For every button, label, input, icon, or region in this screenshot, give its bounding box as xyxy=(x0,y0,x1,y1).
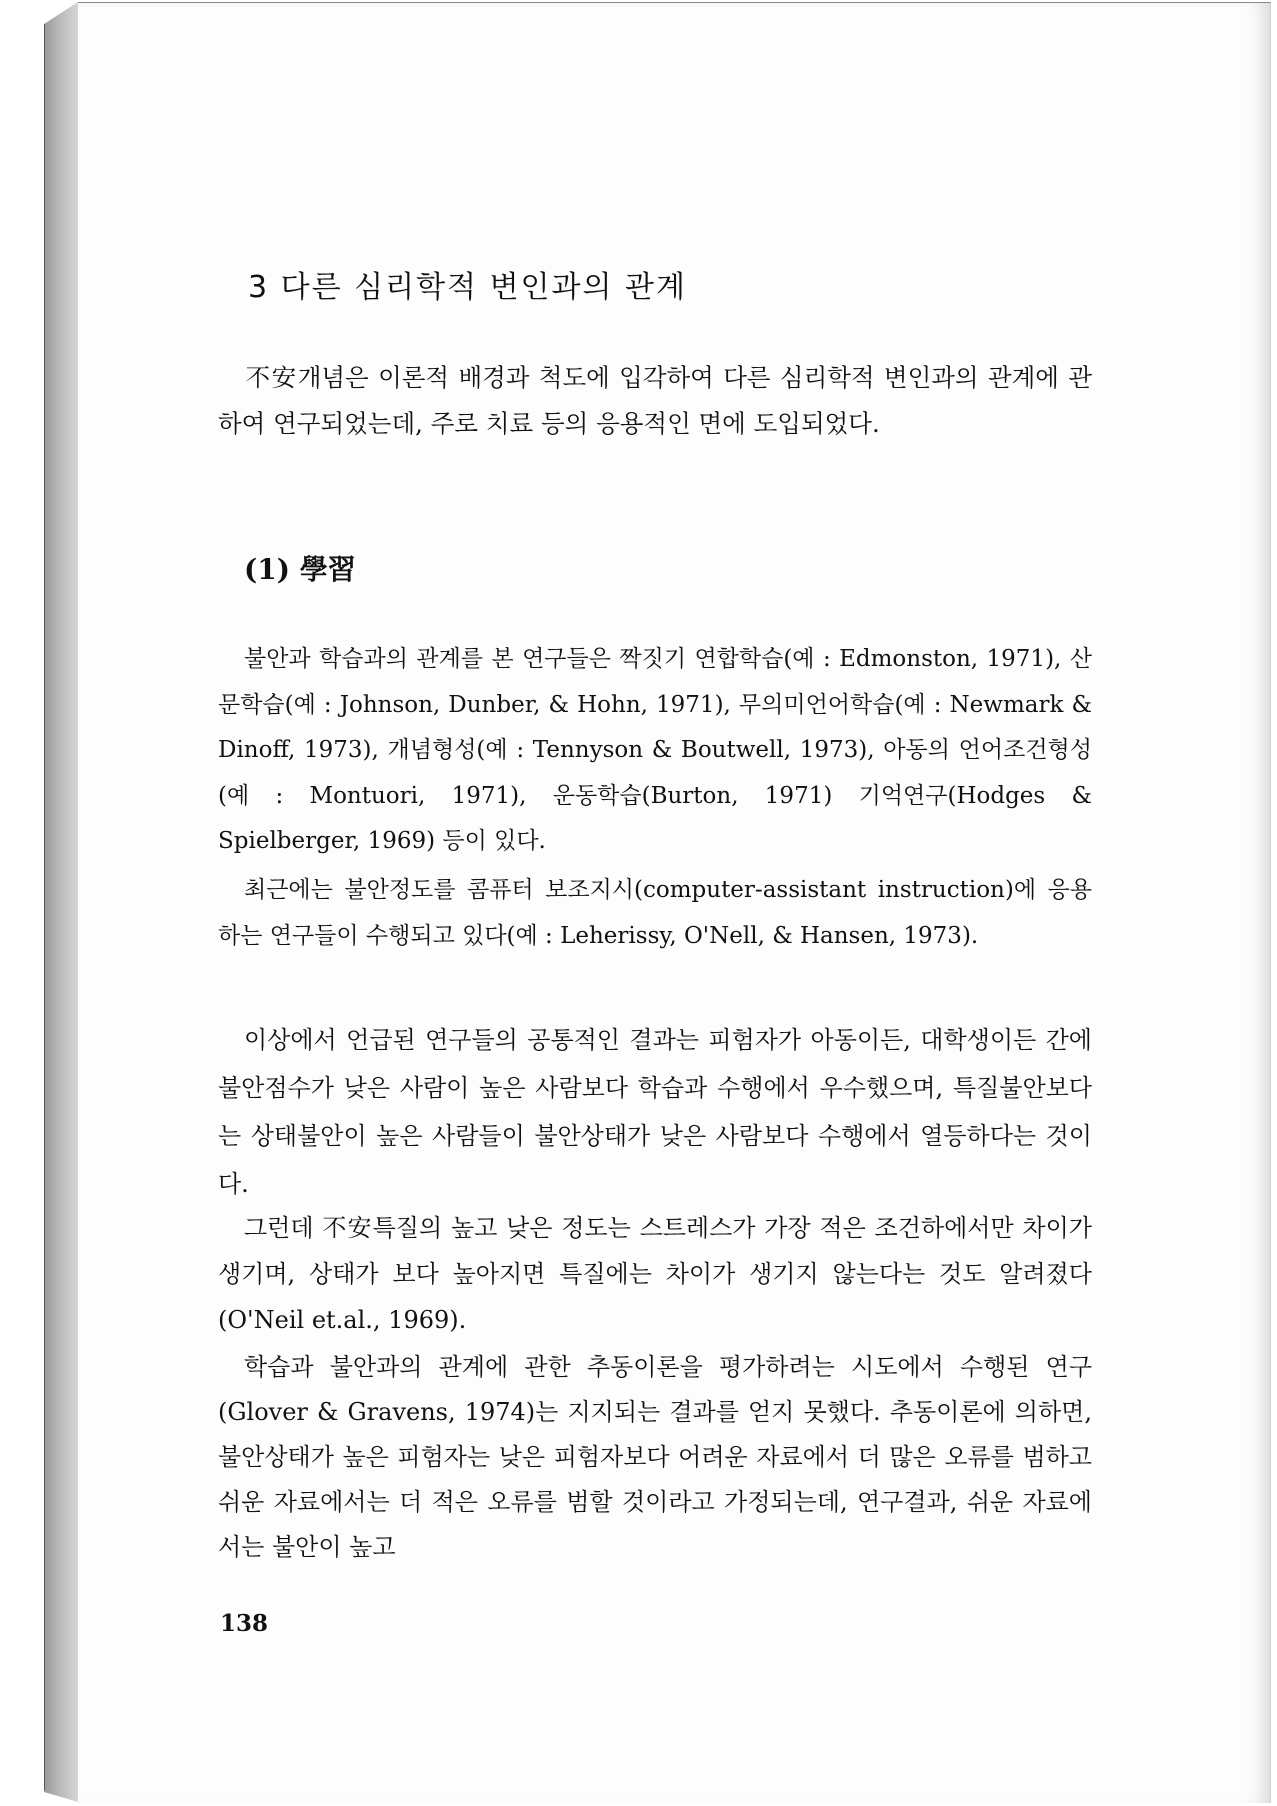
book-spine-line xyxy=(44,24,45,1790)
body-paragraph xyxy=(218,1205,1092,1343)
body-paragraph-text: 최근에는 불안정도를 콤퓨터 보조지시(computer-assistant instruction)에 응용하는 연구들이 수행되고 있다(예 : Leherissy, O'Nell, & Hansen, 1973). xyxy=(218,877,1092,949)
section-heading: 3 다른 심리학적 변인과의 관계 xyxy=(248,270,687,305)
body-paragraph xyxy=(218,1345,1092,1570)
body-paragraph-text: 학습과 불안과의 관계에 관한 추동이론을 평가하려는 시도에서 수행된 연구(Glover & Gravens, 1974)는 지지되는 결과를 얻지 못했다. 추동이론에 의하면, 불안상태가 높은 피험자는 낮은 피험자보다 어려운 자료에서 더 많은 오류를 범하고 쉬운 자료에서는 더 적은 오류를 범할 것이라고 가정되는데, 연구결과, 쉬운 자료에서는 불안이 높고 xyxy=(218,1353,1092,1561)
body-paragraph-text: 그런데 不安특질의 높고 낮은 정도는 스트레스가 가장 적은 조건하에서만 차이가 생기며, 상태가 보다 높아지면 특질에는 차이가 생기지 않는다는 것도 알려졌다(O'Neil et.al., 1969). xyxy=(218,1214,1092,1334)
body-paragraph-text: 불안과 학습과의 관계를 본 연구들은 짝짓기 연합학습(예 : Edmonston, 1971), 산문학습(예 : Johnson, Dunber, & Hohn, 1971), 무의미언어학습(예 : Newmark & Dinoff, 1973), 개념형성(예 : Tennyson & Boutwell, 1973), 아동의 언어조건형성(예 : Montuori, 1971), 운동학습(Burton, 1971) 기억연구(Hodges & Spielberger, 1969) 등이 있다. xyxy=(218,646,1092,854)
intro-paragraph-text: 不安개념은 이론적 배경과 척도에 입각하여 다른 심리학적 변인과의 관계에 관하여 연구되었는데, 주로 치료 등의 응용적인 면에 도입되었다. xyxy=(218,363,1092,438)
body-paragraph xyxy=(218,868,1092,959)
book-page-edge xyxy=(44,2,78,1802)
body-paragraph xyxy=(218,637,1092,865)
page-number: 138 xyxy=(220,1610,269,1637)
subsection-heading: (1) 學習 xyxy=(244,553,356,586)
intro-paragraph xyxy=(218,355,1092,447)
body-paragraph-text: 이상에서 언급된 연구들의 공통적인 결과는 피험자가 아동이든, 대학생이든 간에 불안점수가 낮은 사람이 높은 사람보다 학습과 수행에서 우수했으며, 특질불안보다는 상태불안이 높은 사람들이 불안상태가 낮은 사람보다 수행에서 열등하다는 것이다. xyxy=(218,1026,1092,1198)
body-paragraph xyxy=(218,1016,1092,1208)
